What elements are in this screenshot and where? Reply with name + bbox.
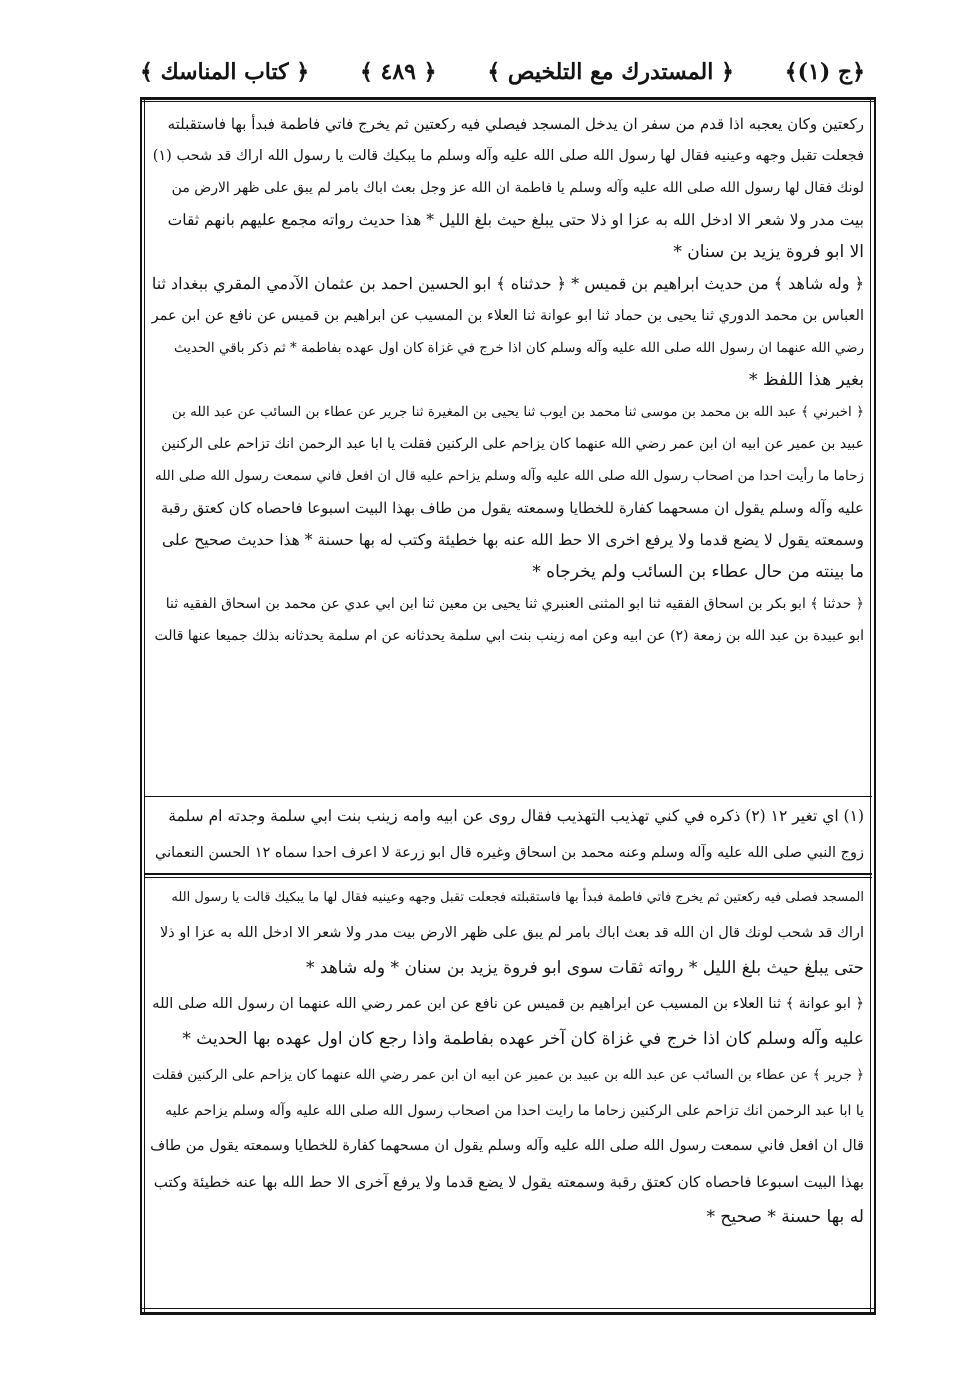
text-line: بغير هذا اللفظ * <box>748 370 864 390</box>
talkhis-line: المسجد فصلى فيه ركعتين ثم يخرج فاتي فاطمة فبدأ بها فاستقبلته فجعلت تقبل وجهه وعينيه فقال لها ما يبكيك قالت يا رسول الله <box>171 890 864 905</box>
talkhis-line: حتى يبلغ حيث بلغ الليل * رواته ثقات سوى ابو فروة يزيد بن سنان * وله شاهد * <box>306 958 864 979</box>
talkhis-line: ﴿ جرير ﴾ عن عطاء بن السائب عن عبد الله بن عبيد بن عمير عن ابيه ان ابن عمر رضي الله عنهما كان يزاحم على الركنين فقلت <box>152 1066 864 1083</box>
text-line: عبيد بن عمير عن ابيه ان ابن عمر رضي الله عنهما كان يزاحم على الركنين فقلت يا ابا عبد الرحمن انك تزاحم على الركنين <box>161 436 864 452</box>
text-line: بيت مدر ولا شعر الا ادخل الله به عزا او ذلا حتى يبلغ حيث بلغ الليل * هذا حديث رواته مجمع عليهم بانهم ثقات <box>167 211 864 229</box>
text-line: ﴿ اخبرني ﴾ عبد الله بن محمد بن موسى ثنا محمد بن ايوب ثنا يحيى بن المغيرة ثنا جرير عن عطاء بن السائب عن عبد الله بن <box>171 404 864 420</box>
text-line: ابو عبيدة بن عبد الله بن زمعة (٢) عن ابيه وعن امه زينب بنت ابي سلمة يحدثانه عن ام سلمة يحدثانه بذلك جميعا عنها قالت <box>154 628 864 644</box>
frame-right-inner-rule <box>870 97 871 1315</box>
footnote-divider <box>144 796 872 797</box>
frame-top-rule <box>140 97 876 100</box>
frame-top-inner-rule <box>140 101 876 102</box>
talkhis-line: له بها حسنة * صحيح * <box>706 1207 864 1228</box>
talkhis-line: ﴿ ابو عوانة ﴾ ثنا العلاء بن المسيب عن ابراهيم بن قميس عن نافع عن ابن عمر رضي الله عنهما ان رسول الله صلى الله <box>152 995 864 1012</box>
text-line: العباس بن محمد الدوري ثنا يحيى بن حماد ثنا ابو عوانة ثنا العلاء بن المسيب عن ابراهيم بن قميس عن نافع عن ابن عمر <box>151 308 864 324</box>
talkhis-divider-inner <box>144 877 872 878</box>
text-line: ما بينته من حال عطاء بن السائب ولم يخرجاه * <box>532 562 864 582</box>
running-header <box>140 52 865 92</box>
text-line: الا ابو فروة يزيد بن سنان * <box>673 242 864 262</box>
text-line: زحاما ما رأيت احدا من اصحاب رسول الله صلى الله عليه وآله وسلم يزاحم عليه قال ان افعل فاني سمعت رسول الله صلى الله <box>154 468 864 484</box>
talkhis-line: يا ابا عبد الرحمن انك تزاحم على الركنين زحاما ما رايت احدا من اصحاب رسول الله صلى الله عليه وآله وسلم يزاحم عليه <box>165 1102 864 1119</box>
text-line: فجعلت تقبل وجهه وعينيه فقال لها رسول الله صلى الله عليه وآله وسلم ما يبكيك قالت يا رسول الله اراك قد شحب (١) <box>152 148 864 164</box>
text-line: ركعتين وكان يعجبه اذا قدم من سفر ان يدخل المسجد فيصلي فيه ركعتين ثم يخرج فاتي فاطمة فبدأ بها فاستقبلته <box>167 115 864 133</box>
frame-bottom-inner-rule <box>140 1308 876 1309</box>
footnote-line: زوج النبي صلى الله عليه وآله وسلم وعنه محمد بن اسحاق وغيره قال ابو زرعة لا اعرف احدا سماه ١٢ الحسن النعماني <box>155 845 864 861</box>
page-number: ﴿ ٤٨٩ ﴾ <box>359 59 437 85</box>
text-line: عليه وآله وسلم يقول ان مسحهما كفارة للخطايا وسمعته يقول من طاف بهذا البيت اسبوعا فاحصاه كان كعتق رقبة <box>160 499 864 517</box>
talkhis-line: اراك قد شحب لونك قال ان الله قد بعث اباك بامر لم يبق على ظهر الارض بيت مدر ولا شعر الا ادخل الله به عزا او ذلا <box>160 924 864 941</box>
frame-left-rule <box>140 97 142 1315</box>
talkhis-line: عليه وآله وسلم كان اذا خرج في غزاة كان آخر عهده بفاطمة واذا رجع كان اول عهده بها الحديث * <box>182 1029 864 1050</box>
talkhis-text <box>150 880 864 1236</box>
text-line: وسمعته يقول لا يضع قدما ولا يرفع اخرى الا حط الله عنه بها خطيئة وكتب له بها حسنة * هذا حديث صحيح على <box>162 531 864 549</box>
book-title: ﴿ المستدرك مع التلخيص ﴾ <box>487 59 734 85</box>
volume-label: ﴿ج (١)﴾ <box>784 59 865 85</box>
frame-right-rule <box>874 97 876 1315</box>
frame-left-inner-rule <box>144 97 145 1315</box>
frame-bottom-rule <box>140 1312 876 1315</box>
talkhis-line: بهذا البيت اسبوعا فاحصاه كان كعتق رقبة وسمعته يقول لا يضع قدما ولا يرفع آخرى الا حط الله بها عنه خطيئة وكتب <box>153 1172 864 1191</box>
talkhis-line: قال ان افعل فاني سمعت رسول الله صلى الله عليه وآله وسلم يقول ان مسحهما كفارة للخطايا وسمعته يقول من طاف <box>150 1138 864 1155</box>
chapter-title: ﴿ كتاب المناسك ﴾ <box>140 59 310 85</box>
talkhis-divider <box>144 873 872 875</box>
footnotes <box>150 798 864 872</box>
text-line: لونك فقال لها رسول الله صلى الله عليه وآله وسلم يا فاطمة ان الله عز وجل بعث اباك بامر لم يبق على ظهر الارض من <box>171 180 864 196</box>
main-text <box>150 108 864 652</box>
text-line: رضي الله عنهما ان رسول الله صلى الله عليه وآله وسلم كان اذا خرج في غزاة كان اول عهده بفاطمة * ثم ذكر باقي الحديث <box>173 340 864 356</box>
text-line: ﴿ وله شاهد ﴾ من حديث ابراهيم بن قميس * ﴿ حدثناه ﴾ ابو الحسين احمد بن عثمان الآدمي المقري ببغداد ثنا <box>151 274 864 293</box>
footnote-line: (١) اي تغير ١٢ (٢) ذكره في كني تهذيب التهذيب فقال روى عن ابيه وامه زينب بنت ابي سلمة وجدته ام سلمة <box>168 807 864 825</box>
text-line: ﴿ حدثنا ﴾ ابو بكر بن اسحاق الفقيه ثنا ابو المثنى العنبري ثنا يحيى بن معين ثنا ابن ابي عدي عن محمد بن اسحاق الفقيه ثنا <box>165 596 864 612</box>
